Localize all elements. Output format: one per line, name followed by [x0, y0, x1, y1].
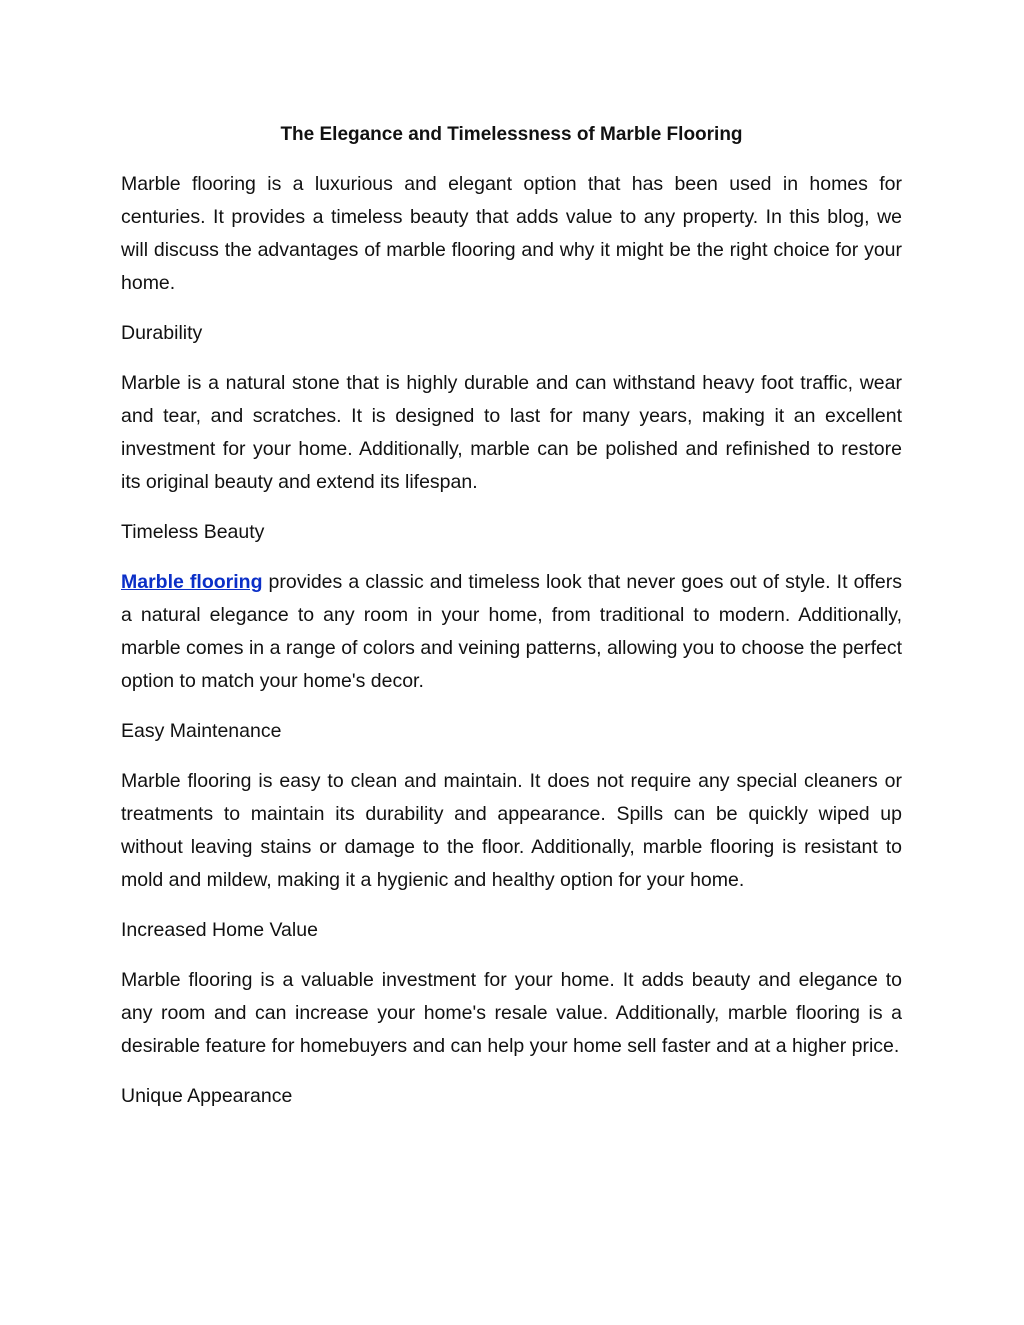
document-content: [121, 118, 902, 1130]
section-body-durability: Marble is a natural stone that is highly durable and can withstand heavy foot traffic, wear and tear, and scratches. It is designed to last for many years, making it an excellent investment for your home. Additionally, marble can be polished and refinished to restore its original beauty and extend its lifespan.: [121, 372, 902, 493]
section-heading-timeless-beauty: Timeless Beauty: [121, 521, 265, 543]
section-body-timeless-beauty: [121, 566, 902, 698]
intro-paragraph: Marble flooring is a luxurious and elegant option that has been used in homes for centuries. It provides a timeless beauty that adds value to any property. In this blog, we will discuss the advantages of marble flooring and why it might be the right choice for your home.: [121, 173, 902, 294]
section-body-timeless-beauty-text: provides a classic and timeless look that never goes out of style. It offers a natural elegance to any room in your home, from traditional to modern. Additionally, marble comes in a range of colors and veining patterns, allowing you to choose the perfect option to match your home's decor.: [121, 571, 902, 692]
section-body-easy-maintenance: Marble flooring is easy to clean and maintain. It does not require any special cleaners or treatments to maintain its durability and appearance. Spills can be quickly wiped up without leaving stains or damage to the floor. Additionally, marble flooring is resistant to mold and mildew, making it a hygienic and healthy option for your home.: [121, 770, 902, 891]
document-title: The Elegance and Timelessness of Marble Flooring: [280, 124, 743, 145]
marble-flooring-link[interactable]: Marble flooring: [121, 571, 263, 593]
section-body-increased-home-value: Marble flooring is a valuable investment for your home. It adds beauty and elegance to any room and can increase your home's resale value. Additionally, marble flooring is a desirable feature for homebuyers and can help your home sell faster and at a higher price.: [121, 969, 902, 1057]
section-heading-easy-maintenance: Easy Maintenance: [121, 720, 282, 742]
section-heading-increased-home-value: Increased Home Value: [121, 919, 318, 941]
section-heading-unique-appearance: Unique Appearance: [121, 1085, 293, 1107]
section-heading-durability: Durability: [121, 322, 203, 344]
